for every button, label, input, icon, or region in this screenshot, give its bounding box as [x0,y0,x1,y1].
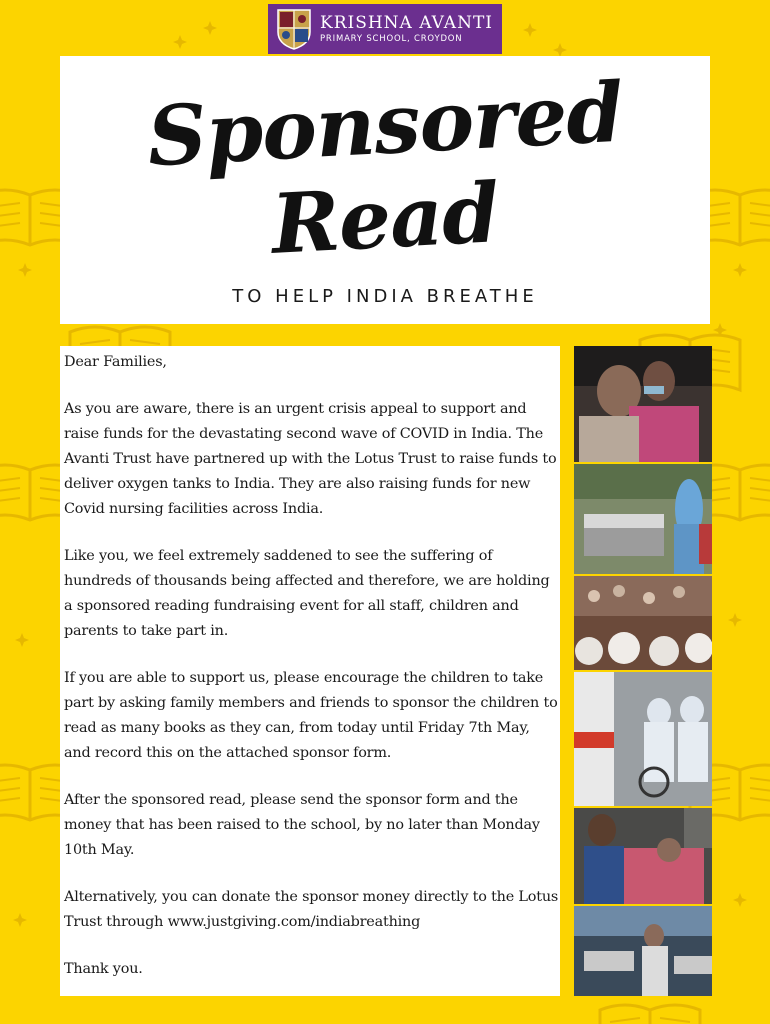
letter-paragraph: After the sponsored read, please send the sponsor form and the money that has been raised to the school, by no later than Monday 10th May. [64,792,540,858]
letter-body [60,346,560,996]
school-location: PRIMARY SCHOOL, CROYDON [320,33,463,44]
oxygen-cylinders-photo [574,576,712,670]
patient-oxygen-photo [574,346,712,462]
letter-signoff: Thank you. [64,961,143,977]
letter-paragraph: As you are aware, there is an urgent crisis appeal to support and raise funds for the devastating second wave of COVID in India. The Avanti Trust have partnered up with the Lotus Trust to raise funds to deliver oxygen tanks to India. They are also raising funds for new Covid nursing facilities across India. [64,401,557,517]
letter-paragraph: Like you, we feel extremely saddened to see the suffering of hundreds of thousands being affected and therefore, we are holding a sponsored reading fundraising event for all staff, children and parents to take part in. [64,548,550,639]
letter-paragraph: If you are able to support us, please encourage the children to take part by asking family members and friends to sponsor the children to read as many books as they can, from today until Friday 7th May, and record this on the attached sponsor form. [64,670,558,761]
title-sponsored: Sponsored [145,64,625,186]
hospital-stretcher-photo [574,464,712,574]
title-banner [60,56,710,324]
child-hospital-photo [574,808,712,904]
letter-paragraph: Alternatively, you can donate the sponsor money directly to the Lotus Trust through www.justgiving.com/indiabreathing [64,889,559,930]
letter-greeting: Dear Families, [64,354,167,370]
ambulance-photo [574,672,712,806]
title-subtitle: TO HELP INDIA BREATHE [232,286,538,307]
school-name: KRISHNA AVANTI [320,12,494,33]
title-read: Read [269,165,501,273]
hospital-beds-photo [574,906,712,996]
photo-strip [574,346,712,996]
school-logo [268,4,502,54]
school-crest-icon [276,8,312,50]
